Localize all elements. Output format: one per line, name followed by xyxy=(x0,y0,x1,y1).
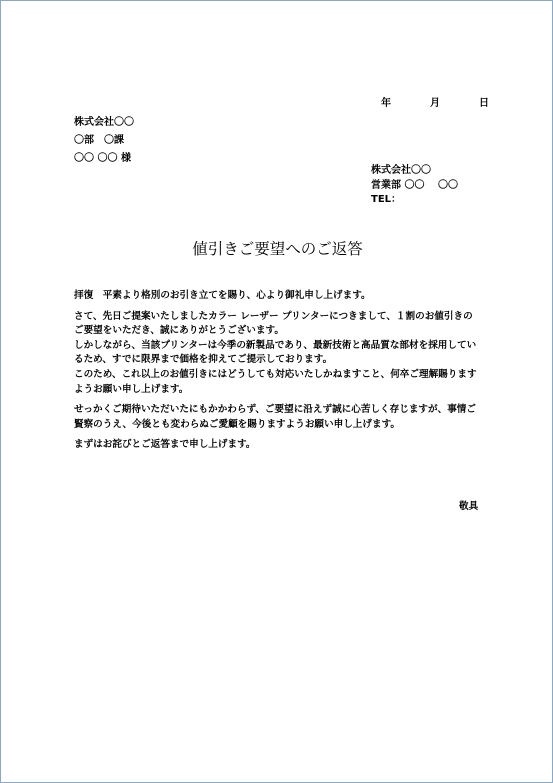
document-title: 値引きご要望へのご返答 xyxy=(192,240,363,258)
closing-keigu: 敬具 xyxy=(459,501,479,512)
sender-tel: TEL： xyxy=(371,194,402,205)
recipient-company: 株式会社〇〇 xyxy=(74,117,134,128)
recipient-name: 〇〇 〇〇 様 xyxy=(74,153,131,164)
body-paragraph xyxy=(74,310,482,398)
sender-block xyxy=(371,164,458,208)
body-line: しかしながら、当該プリンターは今季の新製品であり、最新技術と高品質な部材を採用しているため、すでに限界まで価格を抑えてご提示しております。 xyxy=(74,339,477,366)
body-line: さて、先日ご提案いたしましたカラー レーザー プリンターにつきまして、１割のお値引きのご要望をいただき、誠にありがとうございます。 xyxy=(74,310,473,337)
body-line: このため、これ以上のお値引きにはどうしても対応いたしかねますこと、何卒ご理解賜りますようお願い申し上げます。 xyxy=(74,368,477,395)
date-day: 日 xyxy=(478,98,489,109)
recipient-department: 〇部 〇課 xyxy=(74,135,124,146)
sender-department: 営業部 〇〇 〇〇 xyxy=(371,179,458,191)
recipient-block xyxy=(74,114,134,168)
date-year: 年 xyxy=(381,98,391,109)
sender-company: 株式会社〇〇 xyxy=(371,165,431,176)
body-paragraph-final: まずはお詫びとご返答まで申し上げます。 xyxy=(74,439,256,451)
body-paragraph: せっかくご期待いただいたにもかかわらず、ご要望に沿えず誠に心苦しく存じますが、事情ご賢察のうえ、今後とも変わらぬご愛顧を賜りますようお願い申し上げます。 xyxy=(74,404,476,430)
body-paragraph-greeting: 拝復 平素より格別のお引き立てを賜り、心より御礼申し上げます。 xyxy=(74,290,371,301)
letter-body xyxy=(74,289,482,459)
date-line xyxy=(381,94,489,109)
date-month: 月 xyxy=(429,98,440,109)
